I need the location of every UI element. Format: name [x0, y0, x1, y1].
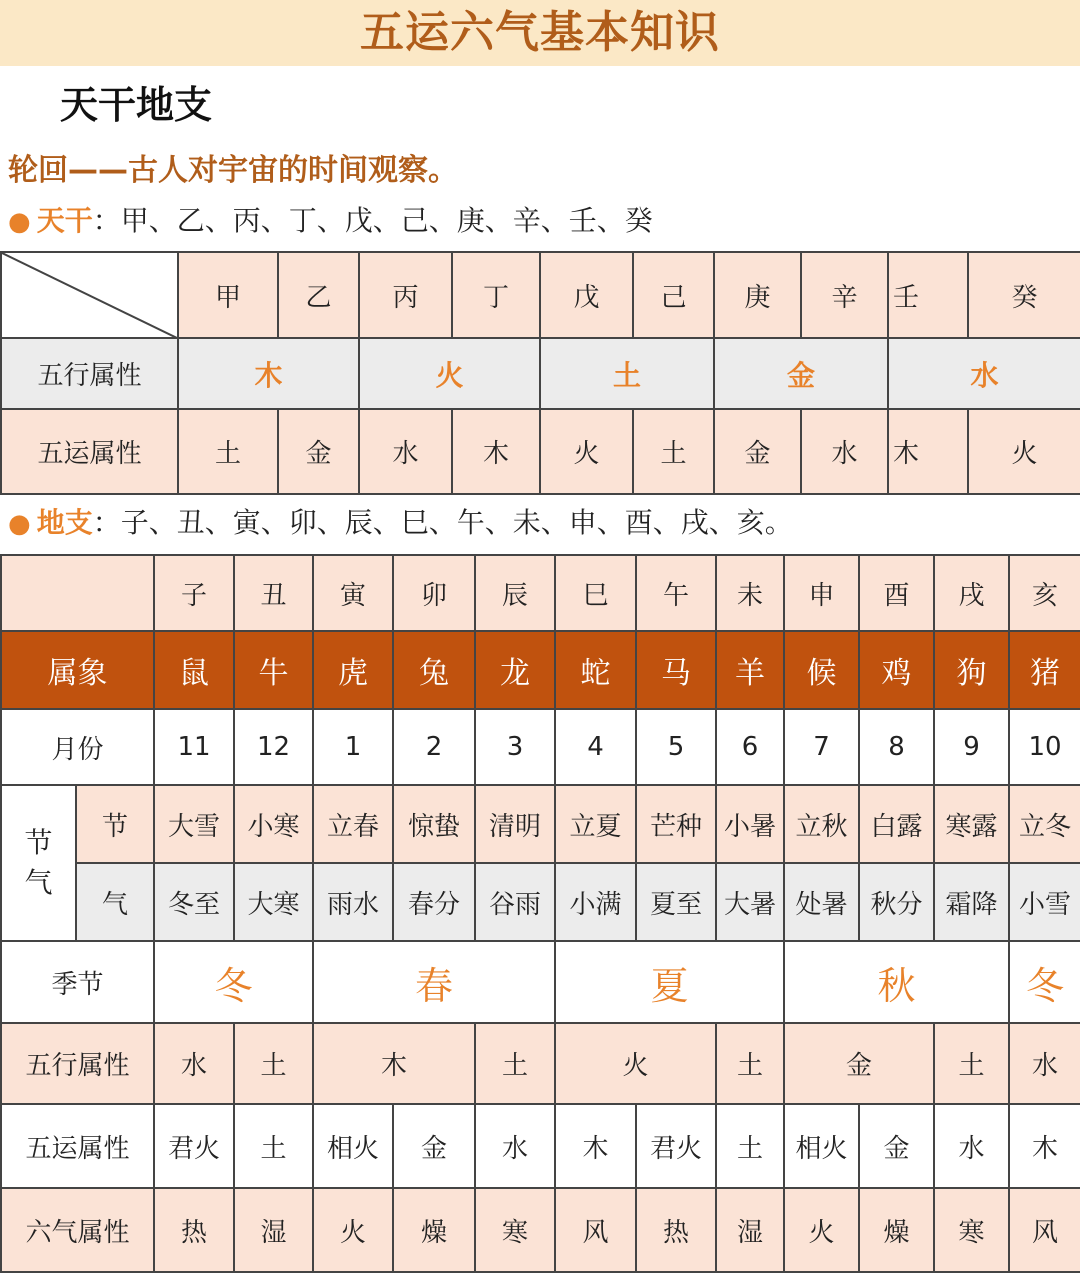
jie-cell: 白露 [859, 785, 934, 863]
shuxiang-cell: 羊 [716, 631, 784, 709]
wuyun-cell: 金 [859, 1104, 934, 1188]
jie-cell: 清明 [475, 785, 555, 863]
liuqi-cell: 火 [313, 1188, 393, 1272]
wuyun-cell: 土 [633, 409, 714, 494]
wuyun-cell: 木 [1009, 1104, 1080, 1188]
qi-cell: 大寒 [234, 863, 313, 941]
tiangan-header: 丙 [359, 252, 452, 338]
qi-cell: 小雪 [1009, 863, 1080, 941]
jie-cell: 寒露 [934, 785, 1009, 863]
wuxing-cell: 木 [313, 1023, 475, 1104]
month-cell: 4 [555, 709, 636, 785]
season-cell: 春 [313, 941, 555, 1023]
dizhi-header: 戌 [934, 555, 1009, 631]
dizhi-header: 丑 [234, 555, 313, 631]
season-cell: 秋 [784, 941, 1009, 1023]
liuqi-cell: 湿 [234, 1188, 313, 1272]
jieqi-label-text: 节气 [24, 826, 53, 899]
row-label-wuyun: 五运属性 [1, 1104, 154, 1188]
wuyun-cell: 火 [540, 409, 633, 494]
wuxing-cell: 金 [784, 1023, 934, 1104]
shuxiang-cell: 马 [636, 631, 716, 709]
wuyun-cell: 木 [888, 409, 968, 494]
season-cell: 冬 [1009, 941, 1080, 1023]
tiangan-header: 丁 [452, 252, 540, 338]
shuxiang-cell: 蛇 [555, 631, 636, 709]
shuxiang-cell: 鸡 [859, 631, 934, 709]
tiangan-header: 癸 [968, 252, 1080, 338]
tiangan-header: 乙 [278, 252, 359, 338]
wuxing-cell: 金 [714, 338, 888, 409]
liuqi-cell: 寒 [475, 1188, 555, 1272]
jie-cell: 立夏 [555, 785, 636, 863]
dizhi-list: 子、丑、寅、卯、辰、巳、午、未、申、酉、戌、亥。 [120, 506, 793, 539]
shuxiang-cell: 牛 [234, 631, 313, 709]
bullet-icon: ● [8, 207, 31, 237]
jie-cell: 立秋 [784, 785, 859, 863]
wuyun-cell: 君火 [636, 1104, 716, 1188]
tiangan-header: 壬 [888, 252, 968, 338]
month-cell: 12 [234, 709, 313, 785]
liuqi-cell: 热 [154, 1188, 234, 1272]
month-cell: 8 [859, 709, 934, 785]
shuxiang-cell: 虎 [313, 631, 393, 709]
tiangan-key: 天干 [36, 204, 93, 237]
page-banner: 五运六气基本知识 [0, 0, 1080, 66]
month-cell: 6 [716, 709, 784, 785]
month-cell: 7 [784, 709, 859, 785]
shuxiang-cell: 候 [784, 631, 859, 709]
month-cell: 10 [1009, 709, 1080, 785]
tiangan-line [8, 198, 653, 245]
jie-cell: 小暑 [716, 785, 784, 863]
qi-cell: 秋分 [859, 863, 934, 941]
row-label-wuyun: 五运属性 [1, 409, 178, 494]
qi-cell: 处暑 [784, 863, 859, 941]
wuyun-cell: 君火 [154, 1104, 234, 1188]
dizhi-header: 寅 [313, 555, 393, 631]
qi-cell: 春分 [393, 863, 475, 941]
season-cell: 冬 [154, 941, 313, 1023]
tiangan-header: 戊 [540, 252, 633, 338]
tiangan-header: 甲 [178, 252, 278, 338]
jie-cell: 立冬 [1009, 785, 1080, 863]
jie-cell: 惊蛰 [393, 785, 475, 863]
wuyun-cell: 土 [234, 1104, 313, 1188]
jie-cell: 大雪 [154, 785, 234, 863]
wuxing-cell: 土 [934, 1023, 1009, 1104]
month-cell: 2 [393, 709, 475, 785]
row-label-month: 月份 [1, 709, 154, 785]
liuqi-cell: 风 [1009, 1188, 1080, 1272]
dizhi-header: 申 [784, 555, 859, 631]
wuyun-cell: 相火 [313, 1104, 393, 1188]
wuxing-cell: 土 [475, 1023, 555, 1104]
dizhi-header: 辰 [475, 555, 555, 631]
wuyun-cell: 金 [714, 409, 801, 494]
qi-cell: 雨水 [313, 863, 393, 941]
wuxing-cell: 土 [540, 338, 714, 409]
row-label-wuxing: 五行属性 [1, 338, 178, 409]
qi-cell: 小满 [555, 863, 636, 941]
month-cell: 5 [636, 709, 716, 785]
dizhi-header: 午 [636, 555, 716, 631]
month-cell: 11 [154, 709, 234, 785]
dizhi-header: 亥 [1009, 555, 1080, 631]
diagonal-header-cell [1, 252, 178, 338]
bullet-icon: ● [8, 509, 31, 539]
wuyun-cell: 水 [801, 409, 888, 494]
shuxiang-cell: 兔 [393, 631, 475, 709]
dizhi-line [8, 500, 793, 547]
wuyun-cell: 木 [555, 1104, 636, 1188]
shuxiang-cell: 猪 [1009, 631, 1080, 709]
wuyun-cell: 相火 [784, 1104, 859, 1188]
dizhi-header: 未 [716, 555, 784, 631]
qi-cell: 夏至 [636, 863, 716, 941]
shuxiang-cell: 狗 [934, 631, 1009, 709]
wuxing-cell: 水 [154, 1023, 234, 1104]
dizhi-corner-cell [1, 555, 154, 631]
liuqi-cell: 湿 [716, 1188, 784, 1272]
shuxiang-cell: 龙 [475, 631, 555, 709]
wuxing-cell: 火 [359, 338, 540, 409]
qi-cell: 冬至 [154, 863, 234, 941]
tiangan-header: 辛 [801, 252, 888, 338]
dizhi-header: 巳 [555, 555, 636, 631]
wuyun-cell: 木 [452, 409, 540, 494]
jie-cell: 小寒 [234, 785, 313, 863]
diagonal-line [2, 253, 178, 338]
liuqi-cell: 寒 [934, 1188, 1009, 1272]
shuxiang-cell: 鼠 [154, 631, 234, 709]
wuxing-cell: 土 [716, 1023, 784, 1104]
liuqi-cell: 燥 [393, 1188, 475, 1272]
dizhi-key: 地支 [36, 506, 93, 539]
qi-cell: 霜降 [934, 863, 1009, 941]
row-label-shuxiang: 属象 [1, 631, 154, 709]
wuxing-cell: 火 [555, 1023, 716, 1104]
wuyun-cell: 火 [968, 409, 1080, 494]
dizhi-header: 卯 [393, 555, 475, 631]
lead-text: 轮回——古人对宇宙的时间观察。 [8, 153, 458, 188]
wuyun-cell: 金 [393, 1104, 475, 1188]
tiangan-header: 己 [633, 252, 714, 338]
dizhi-header: 酉 [859, 555, 934, 631]
jie-cell: 立春 [313, 785, 393, 863]
row-label-qi: 气 [76, 863, 154, 941]
wuyun-cell: 水 [934, 1104, 1009, 1188]
tiangan-colon: ： [92, 204, 121, 237]
liuqi-cell: 风 [555, 1188, 636, 1272]
dizhi-colon: ： [92, 506, 121, 539]
row-label-jieqi [1, 785, 76, 941]
section-title: 天干地支 [60, 83, 213, 127]
row-label-jie: 节 [76, 785, 154, 863]
month-cell: 3 [475, 709, 555, 785]
wuyun-cell: 土 [178, 409, 278, 494]
tiangan-header: 庚 [714, 252, 801, 338]
qi-cell: 大暑 [716, 863, 784, 941]
season-cell: 夏 [555, 941, 784, 1023]
tiangan-table [0, 251, 1080, 495]
wuyun-cell: 水 [475, 1104, 555, 1188]
liuqi-cell: 燥 [859, 1188, 934, 1272]
month-cell: 9 [934, 709, 1009, 785]
wuxing-cell: 水 [888, 338, 1080, 409]
month-cell: 1 [313, 709, 393, 785]
wuyun-cell: 水 [359, 409, 452, 494]
wuxing-cell: 水 [1009, 1023, 1080, 1104]
wuxing-cell: 木 [178, 338, 359, 409]
liuqi-cell: 火 [784, 1188, 859, 1272]
row-label-wuxing: 五行属性 [1, 1023, 154, 1104]
dizhi-table [0, 554, 1080, 1273]
wuyun-cell: 金 [278, 409, 359, 494]
tiangan-list: 甲、乙、丙、丁、戊、己、庚、辛、壬、癸 [120, 204, 653, 237]
liuqi-cell: 热 [636, 1188, 716, 1272]
row-label-season: 季节 [1, 941, 154, 1023]
row-label-liuqi: 六气属性 [1, 1188, 154, 1272]
qi-cell: 谷雨 [475, 863, 555, 941]
dizhi-header: 子 [154, 555, 234, 631]
wuyun-cell: 土 [716, 1104, 784, 1188]
wuxing-cell: 土 [234, 1023, 313, 1104]
jie-cell: 芒种 [636, 785, 716, 863]
